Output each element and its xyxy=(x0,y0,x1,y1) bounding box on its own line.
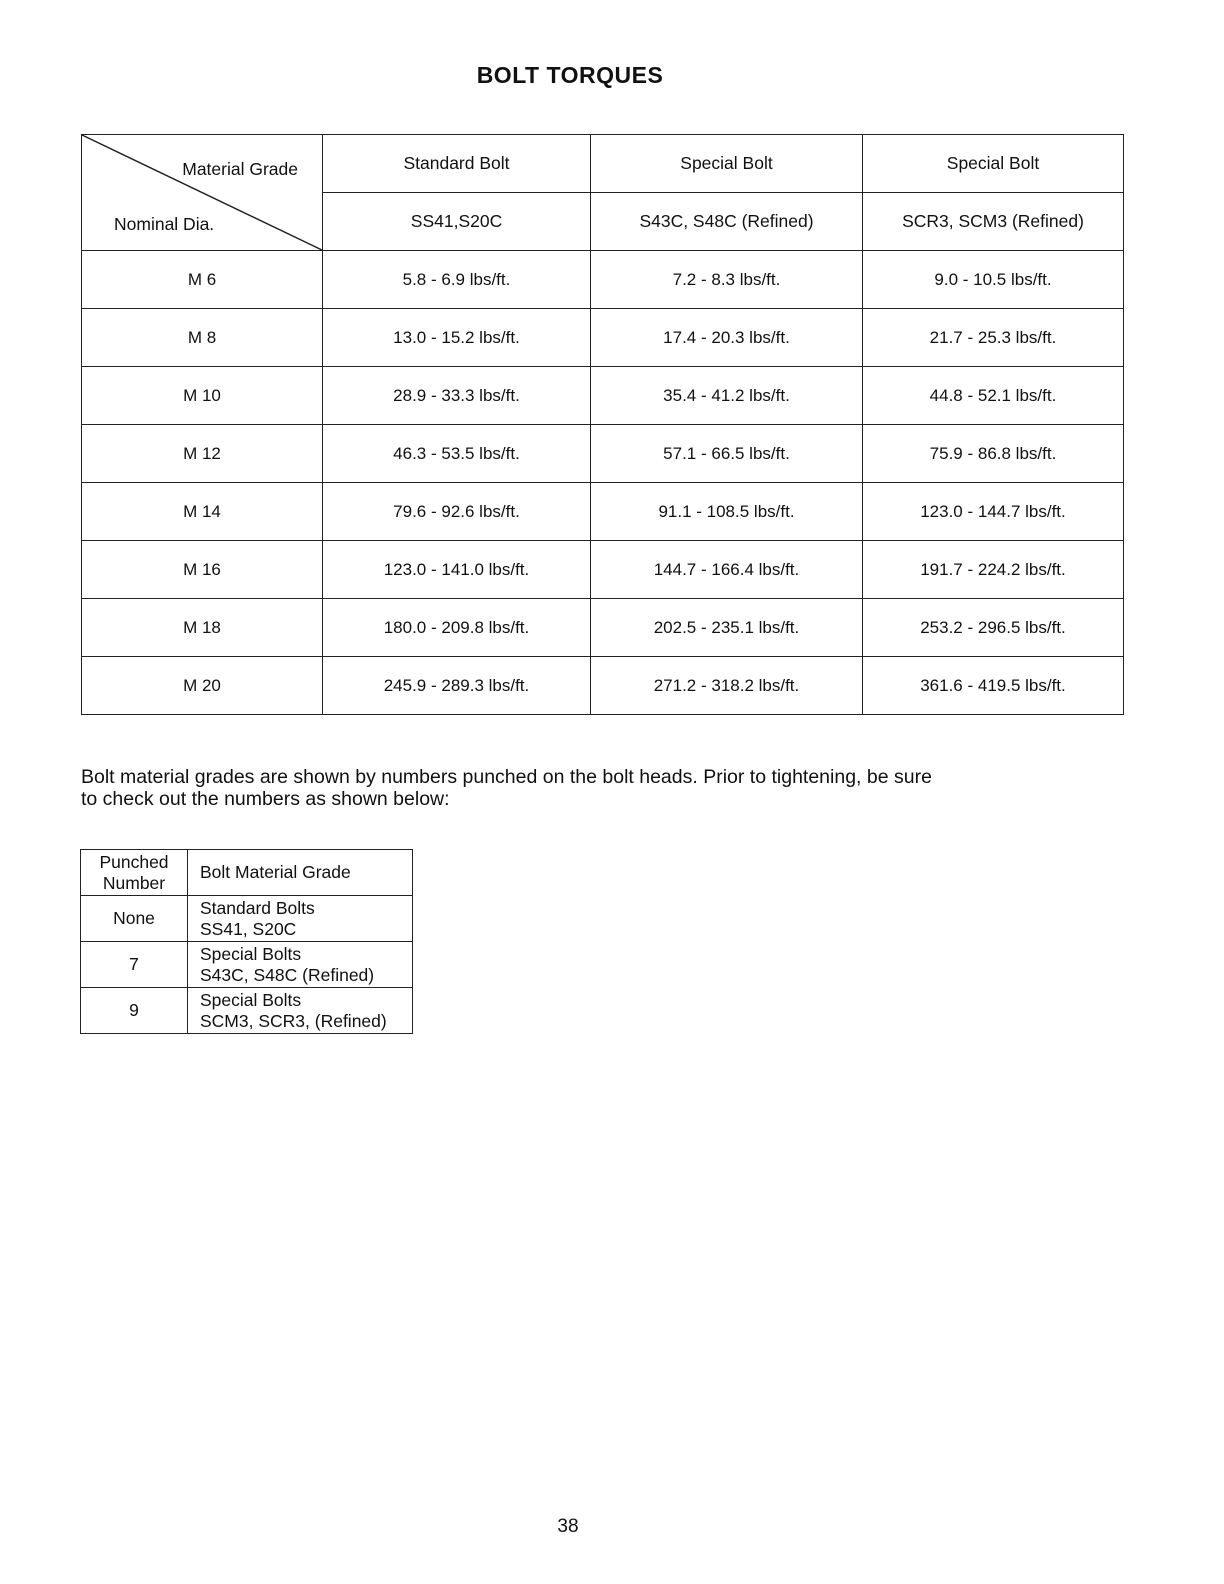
torque-value-cell: 253.2 - 296.5 lbs/ft. xyxy=(863,599,1124,657)
table-row xyxy=(81,988,413,1034)
torque-value-cell: 7.2 - 8.3 lbs/ft. xyxy=(591,251,863,309)
torque-value-cell: 46.3 - 53.5 lbs/ft. xyxy=(323,425,591,483)
grade-description-cell xyxy=(188,896,413,942)
torque-value-cell: 17.4 - 20.3 lbs/ft. xyxy=(591,309,863,367)
torque-value-cell: 44.8 - 52.1 lbs/ft. xyxy=(863,367,1124,425)
bolt-material-grade-header: Bolt Material Grade xyxy=(188,850,413,896)
table-row xyxy=(82,425,1124,483)
note-line: Bolt material grades are shown by numbers punched on the bolt heads. Prior to tightening, be sure xyxy=(81,766,932,788)
torque-header-row xyxy=(82,135,1124,193)
torque-value-cell: 144.7 - 166.4 lbs/ft. xyxy=(591,541,863,599)
grade-description-cell xyxy=(188,942,413,988)
nominal-dia-cell: M 14 xyxy=(82,483,323,541)
torque-value-cell: 361.6 - 419.5 lbs/ft. xyxy=(863,657,1124,715)
grade-header-row xyxy=(81,850,413,896)
column-header-standard-bolt: Standard Bolt xyxy=(323,135,591,193)
table-row xyxy=(82,251,1124,309)
nominal-dia-cell: M 12 xyxy=(82,425,323,483)
torque-value-cell: 180.0 - 209.8 lbs/ft. xyxy=(323,599,591,657)
table-row xyxy=(82,367,1124,425)
grade-description-cell xyxy=(188,988,413,1034)
torque-value-cell: 28.9 - 33.3 lbs/ft. xyxy=(323,367,591,425)
bolt-torque-table xyxy=(81,134,1124,715)
note-line: to check out the numbers as shown below: xyxy=(81,788,450,810)
table-row xyxy=(82,657,1124,715)
torque-value-cell: 35.4 - 41.2 lbs/ft. xyxy=(591,367,863,425)
torque-value-cell: 123.0 - 144.7 lbs/ft. xyxy=(863,483,1124,541)
punched-number-header xyxy=(81,850,188,896)
page-title: BOLT TORQUES xyxy=(476,62,664,88)
corner-header-cell xyxy=(82,135,323,251)
torque-value-cell: 202.5 - 235.1 lbs/ft. xyxy=(591,599,863,657)
column-header-special-bolt: Special Bolt xyxy=(591,135,863,193)
column-material-standard: SS41,S20C xyxy=(323,193,591,251)
punched-number-table xyxy=(80,849,413,1034)
table-row xyxy=(82,309,1124,367)
torque-value-cell: 21.7 - 25.3 lbs/ft. xyxy=(863,309,1124,367)
grade-materials: SS41, S20C xyxy=(200,918,297,939)
nominal-dia-cell: M 20 xyxy=(82,657,323,715)
nominal-dia-cell: M 8 xyxy=(82,309,323,367)
torque-value-cell: 271.2 - 318.2 lbs/ft. xyxy=(591,657,863,715)
table-row xyxy=(82,483,1124,541)
grade-type: Special Bolts xyxy=(200,989,302,1010)
grade-type: Special Bolts xyxy=(200,943,302,964)
grade-materials: S43C, S48C (Refined) xyxy=(200,964,375,985)
grade-materials: SCM3, SCR3, (Refined) xyxy=(200,1010,387,1031)
punched-number-cell: 7 xyxy=(81,942,188,988)
torque-value-cell: 13.0 - 15.2 lbs/ft. xyxy=(323,309,591,367)
torque-value-cell: 91.1 - 108.5 lbs/ft. xyxy=(591,483,863,541)
column-material-special-1: S43C, S48C (Refined) xyxy=(591,193,863,251)
torque-value-cell: 75.9 - 86.8 lbs/ft. xyxy=(863,425,1124,483)
header-line: Punched xyxy=(99,851,169,872)
torque-value-cell: 245.9 - 289.3 lbs/ft. xyxy=(323,657,591,715)
nominal-dia-cell: M 6 xyxy=(82,251,323,309)
material-grade-label: Material Grade xyxy=(182,159,298,179)
nominal-dia-cell: M 10 xyxy=(82,367,323,425)
column-header-special-bolt: Special Bolt xyxy=(863,135,1124,193)
nominal-dia-cell: M 18 xyxy=(82,599,323,657)
table-row xyxy=(81,942,413,988)
grade-type: Standard Bolts xyxy=(200,897,315,918)
punched-number-cell: None xyxy=(81,896,188,942)
nominal-dia-cell: M 16 xyxy=(82,541,323,599)
torque-value-cell: 79.6 - 92.6 lbs/ft. xyxy=(323,483,591,541)
table-row xyxy=(82,541,1124,599)
torque-value-cell: 57.1 - 66.5 lbs/ft. xyxy=(591,425,863,483)
table-row xyxy=(82,599,1124,657)
torque-value-cell: 9.0 - 10.5 lbs/ft. xyxy=(863,251,1124,309)
punched-number-cell: 9 xyxy=(81,988,188,1034)
grade-note-paragraph xyxy=(81,766,1041,810)
torque-value-cell: 5.8 - 6.9 lbs/ft. xyxy=(323,251,591,309)
column-material-special-2: SCR3, SCM3 (Refined) xyxy=(863,193,1124,251)
torque-value-cell: 123.0 - 141.0 lbs/ft. xyxy=(323,541,591,599)
header-line: Number xyxy=(102,872,166,893)
nominal-dia-label: Nominal Dia. xyxy=(114,214,215,234)
page-number: 38 xyxy=(557,1516,579,1537)
torque-value-cell: 191.7 - 224.2 lbs/ft. xyxy=(863,541,1124,599)
table-row xyxy=(81,896,413,942)
